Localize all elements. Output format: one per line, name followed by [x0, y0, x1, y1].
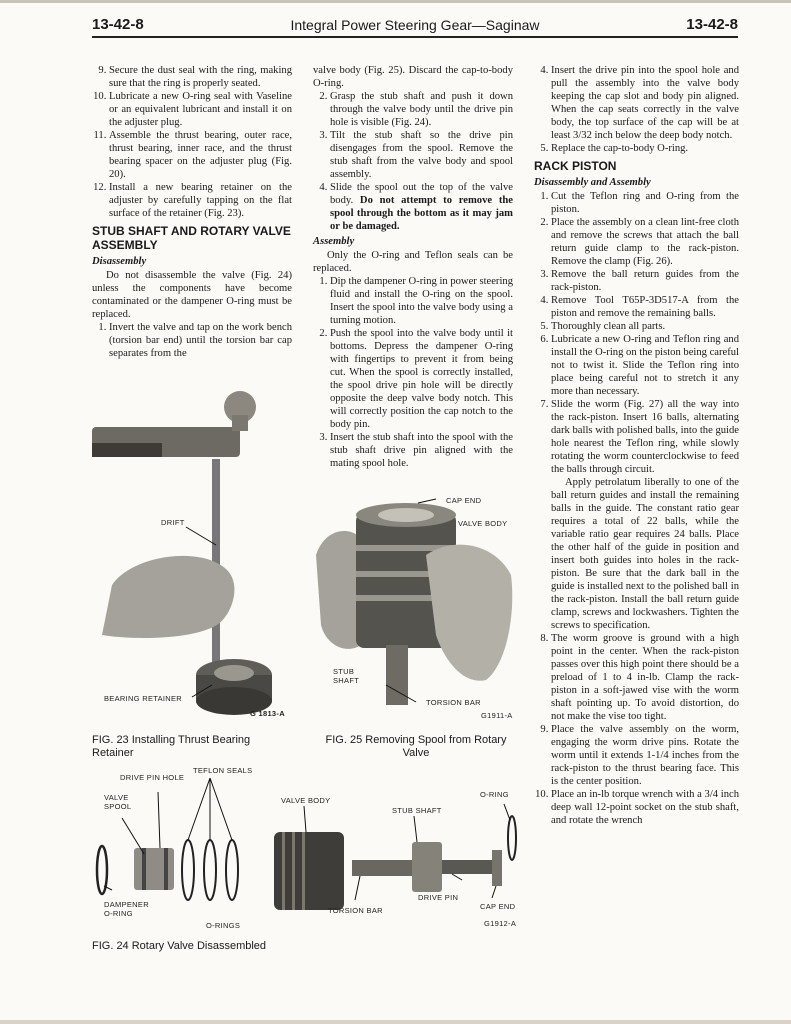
- step-4: 4. Remove Tool T65P-3D517-A from the piston and remove the remaining balls.: [551, 294, 739, 320]
- steps-list-a: [92, 64, 292, 220]
- column-3: [534, 64, 739, 827]
- step-5: 5. Thoroughly clean all parts.: [551, 320, 739, 333]
- oring-shape: [182, 840, 194, 900]
- label-valve-body: VALVE BODY: [458, 519, 508, 528]
- label-torsion-bar: TORSION BAR: [426, 698, 481, 707]
- stub-shaft-shape: [352, 860, 412, 876]
- paragraph: Apply petrolatum liberally to one of the ball return guides and install the remaining balls in the guide. The constant ratio gear requires a total of 22 balls, while the variable ratio gear requires 24 balls. Place the other half of the guide in position and insert both guides into holes in the rack-piston. Be sure that the dark ball in the guide is installed next to the polished ball in the rack-piston. Install the ball return guide clamp, screws and lockwashers. Tighten the screws to specification.: [551, 477, 739, 631]
- page-header: [92, 14, 738, 38]
- fig25-caption: FIG. 25 Removing Spool from Rotary Valve: [325, 734, 507, 759]
- label-stub-shaft: STUB SHAFT: [392, 806, 442, 815]
- subheading-disassembly-assembly: Disassembly and Assembly: [534, 177, 651, 188]
- step-2: 2. Push the spool into the valve body until it bottoms. Depress the dampener O-ring with fingertips to prevent it from being cut. When the spool is correctly installed, the spool drive pin hole will be directly opposite the deep valve body notch. This will correctly position the cap notch to the body pin.: [330, 327, 513, 431]
- page-number-left: 13-42-8: [92, 16, 144, 33]
- steps-list-c: [534, 632, 739, 827]
- fig25-illustration: [316, 495, 516, 720]
- fig24-illustration: [92, 770, 522, 935]
- step-3: 3. Tilt the stub shaft so the drive pin disengages from the spool. Remove the stub shaft from the valve body and spool assembly.: [330, 129, 513, 181]
- steps-list-a: [313, 90, 513, 233]
- steps-list-b: [313, 275, 513, 470]
- bottom-edge: [0, 1020, 791, 1024]
- step-6: 6. Lubricate a new O-ring and Teflon ring and install the O-ring on the piston being careful not to twist it. Slide the Teflon ring into place being careful not to stretch it any more than necessary.: [551, 333, 739, 398]
- label-drive-pin-hole: DRIVE PIN HOLE: [120, 773, 185, 782]
- hand-shape: [102, 556, 234, 638]
- label-o-ring: O-RING: [480, 790, 509, 799]
- step-1: 1. Cut the Teflon ring and O-ring from the piston.: [551, 190, 739, 216]
- label-cap-end: CAP END: [446, 496, 482, 505]
- step-5: 5. Replace the cap-to-body O-ring.: [551, 142, 739, 155]
- label-drift: DRIFT: [161, 518, 185, 527]
- fig24-caption: FIG. 24 Rotary Valve Disassembled: [92, 940, 267, 952]
- fig23-code: G 1813-A: [250, 709, 285, 718]
- paragraph: Do not disassemble the valve (Fig. 24) unless the components have become contaminated or the dampener O-ring must be replaced.: [92, 270, 292, 320]
- step-10: 10. Place an in-lb torque wrench with a 3/4 inch deep wall 12-point socket on the stub shaft, and rotate the wrench: [551, 788, 739, 827]
- label-drive-pin: DRIVE PIN: [418, 893, 459, 902]
- fig25-code: G1911-A: [481, 711, 513, 720]
- label-bearing-retainer: BEARING RETAINER: [104, 694, 183, 703]
- steps-list-b: [92, 321, 292, 360]
- label-dampener-o-ring: DAMPENER O-RING: [104, 900, 149, 918]
- step-10: 10. Lubricate a new O-ring seal with Vaseline or an equivalent lubricant and install it on the adjuster plug.: [109, 90, 292, 129]
- step-7: 7. Slide the worm (Fig. 27) all the way into the rack-piston. Insert 16 balls, alternating dark balls with polished balls, into the guide hole nearest the Teflon ring, while slowly rotating the worm counterclockwise to feed the balls through circuit.: [551, 398, 739, 476]
- page-title: Integral Power Steering Gear—Saginaw: [290, 17, 540, 33]
- step-4: [330, 181, 513, 233]
- paragraph: Only the O-ring and Teflon seals can be replaced.: [313, 250, 513, 274]
- oring-right-shape: [508, 816, 516, 860]
- step-4-text: Slide the spool out the top of the valve body.: [330, 182, 513, 206]
- step-2: 2. Grasp the stub shaft and push it down through the valve body until the drive pin hole is visible (Fig. 24).: [330, 90, 513, 129]
- fig24-code: G1912-A: [484, 919, 517, 928]
- label-valve-body: VALVE BODY: [281, 796, 331, 805]
- subheading-assembly: Assembly: [313, 236, 355, 247]
- section-heading-stub-shaft: STUB SHAFT AND ROTARY VALVE ASSEMBLY: [92, 224, 291, 252]
- step-8: 8. The worm groove is ground with a high point in the center. When the rack-piston passes over this high point there should be a preload of 1 to 4 in-lb. Clamp the rack-piston in a soft-jawed vise with the worm shaft pointing up. To avoid distortion, do not make the vise too tight.: [551, 632, 739, 723]
- oring-shape: [204, 840, 216, 900]
- label-valve-spool: VALVE SPOOL: [104, 793, 132, 811]
- section-heading-rack-piston: RACK PISTON: [534, 159, 617, 173]
- steps-list-b: [534, 190, 739, 476]
- column-1: [92, 64, 292, 360]
- oring-shape: [226, 840, 238, 900]
- step-1: 1. Invert the valve and tap on the work bench (torsion bar end) until the torsion bar cap separates from the: [109, 321, 292, 360]
- fig23-caption: FIG. 23 Installing Thrust Bearing Retainer: [92, 734, 251, 759]
- step-11: 11. Assemble the thrust bearing, outer race, thrust bearing, inner race, and the thrust bearing spacer on the adjuster plug (Fig. 20).: [109, 129, 292, 181]
- fig23-illustration: [92, 385, 302, 725]
- right-hand-shape: [426, 545, 512, 681]
- continued-text: valve body (Fig. 25). Discard the cap-to-body O-ring.: [313, 65, 513, 89]
- step-12: 12. Install a new bearing retainer on the adjuster by carefully tapping on the flat surface of the retainer (Fig. 23).: [109, 181, 292, 220]
- page-number-right: 13-42-8: [686, 16, 738, 33]
- step-1: 1. Dip the dampener O-ring in power steering fluid and install the O-ring on the spool. Insert the spool into the valve body using a turning motion.: [330, 275, 513, 327]
- step-2: 2. Place the assembly on a clean lint-free cloth and remove the screws that attach the ball return guide clamp to the rack-piston. Remove the clamp (Fig. 26).: [551, 216, 739, 268]
- steps-list-a: [534, 64, 739, 155]
- top-edge: [0, 0, 791, 3]
- label-cap-end: CAP END: [480, 902, 516, 911]
- step-9: 9. Secure the dust seal with the ring, making sure that the ring is properly seated.: [109, 64, 292, 90]
- step-3: 3. Insert the stub shaft into the spool with the stub shaft drive pin aligned with the mating spool hole.: [330, 431, 513, 470]
- column-2: [313, 64, 513, 470]
- step-3: 3. Remove the ball return guides from the rack-piston.: [551, 268, 739, 294]
- label-torsion-bar: TORSION BAR: [328, 906, 383, 915]
- step-9: 9. Place the valve assembly on the worm, engaging the worm drive pins. Rotate the worm until it extends 1-1/4 inches from the rack-piston to the thrust bearing face. This is the center position.: [551, 723, 739, 788]
- step-4-warning: Do not attempt to remove the spool through the bottom as it may jam or be damaged.: [330, 195, 513, 232]
- label-stub-shaft: STUB SHAFT: [333, 667, 360, 685]
- step-4: 4. Insert the drive pin into the spool hole and pull the assembly into the valve body keeping the cap slot and body pin aligned. When the cap seats correctly in the valve body, the top surface of the cap will be at least 3/32 inch below the deep body notch.: [551, 64, 739, 142]
- label-teflon-seals: TEFLON SEALS: [193, 766, 253, 775]
- subheading-disassembly: Disassembly: [92, 256, 147, 267]
- label-o-rings: O-RINGS: [206, 921, 241, 930]
